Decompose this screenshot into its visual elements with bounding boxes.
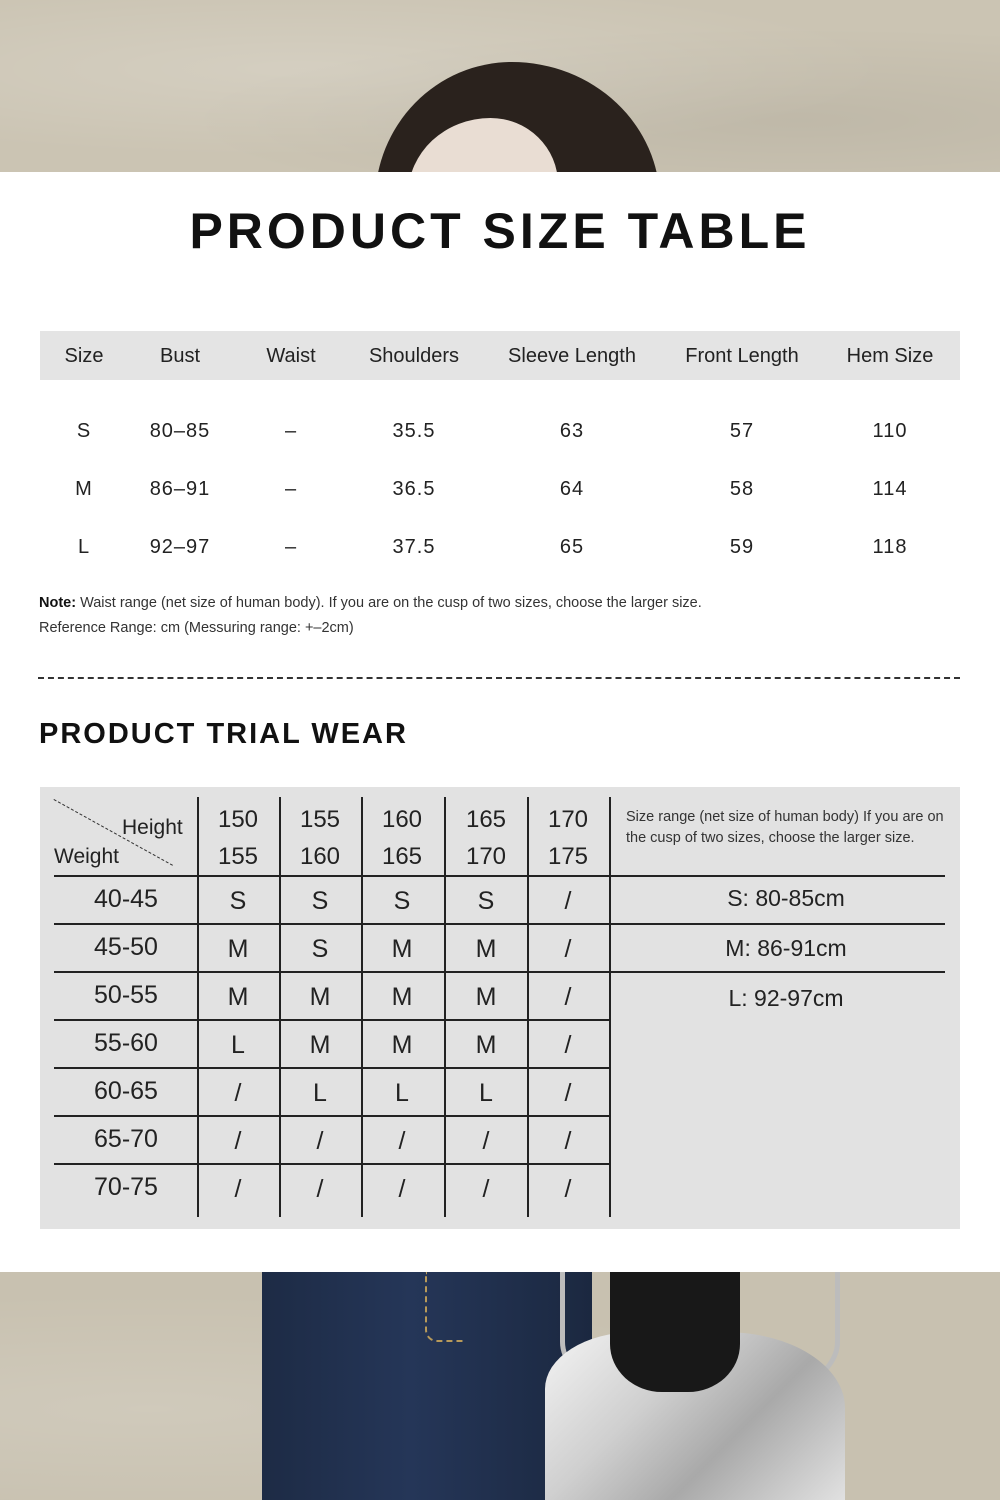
height-header (300, 801, 340, 875)
height-to: 175 (547, 843, 589, 870)
recommended-size: / (234, 1175, 242, 1203)
recommended-size: / (482, 1175, 490, 1203)
size-range-value: M: 86-91cm (725, 935, 847, 961)
recommended-size: L (313, 1079, 327, 1107)
size-table-cell: 86–91 (149, 478, 211, 500)
height-from: 150 (217, 806, 259, 833)
recommended-size: / (564, 935, 572, 963)
grid-vline (197, 797, 199, 1217)
recommended-size: M (475, 1031, 497, 1059)
section-divider (38, 677, 960, 679)
size-table-cell: 114 (872, 478, 908, 500)
trial-wear-title: PRODUCT TRIAL WEAR (39, 718, 408, 750)
size-note-text: Waist range (net size of human body). If you are on the cusp of two sizes, choose the larger size. (76, 595, 702, 611)
height-header (382, 801, 422, 875)
size-table-cell: 58 (729, 478, 755, 500)
recommended-size: L (231, 1031, 245, 1059)
size-range-value: L: 92-97cm (728, 985, 844, 1011)
weight-range: 65-70 (94, 1125, 158, 1153)
size-note (39, 595, 702, 611)
grid-hline (54, 875, 609, 877)
size-table-cell: 80–85 (149, 420, 211, 442)
recommended-size: L (395, 1079, 409, 1107)
size-table-cell: 63 (559, 420, 585, 442)
weight-range: 45-50 (94, 933, 158, 961)
size-table-cell: M (75, 478, 93, 500)
height-from: 165 (465, 806, 507, 833)
size-column-header: Sleeve Length (508, 345, 636, 367)
size-chart-card (0, 172, 1000, 1272)
height-to: 155 (217, 843, 259, 870)
recommended-size: S (229, 887, 247, 915)
range-note: Size range (net size of human body) If you are on the cusp of two sizes, choose the larger size. (626, 809, 944, 846)
recommended-size: M (309, 983, 331, 1011)
size-table-cell: 110 (872, 420, 908, 442)
size-table-cell: 36.5 (392, 478, 436, 500)
grid-hline (609, 971, 945, 973)
recommended-size: / (564, 1127, 572, 1155)
trial-wear-grid (40, 787, 960, 1229)
size-column-header: Shoulders (368, 345, 460, 367)
size-table-cell: – (284, 478, 298, 500)
weight-range: 70-75 (94, 1173, 158, 1201)
size-table-cell: 59 (729, 536, 755, 558)
recommended-size: / (564, 1079, 572, 1107)
recommended-size: / (564, 983, 572, 1011)
grid-hline (54, 1067, 609, 1069)
recommended-size: M (391, 1031, 413, 1059)
weight-range: 40-45 (94, 885, 158, 913)
size-table-cell: – (284, 420, 298, 442)
recommended-size: S (311, 935, 329, 963)
recommended-size: / (234, 1127, 242, 1155)
recommended-size: / (564, 1175, 572, 1203)
grid-vline (444, 797, 446, 1217)
model-photo-top (0, 0, 1000, 172)
recommended-size: M (475, 983, 497, 1011)
size-column-header: Bust (159, 345, 201, 367)
weight-range: 60-65 (94, 1077, 158, 1105)
recommended-size: / (234, 1079, 242, 1107)
recommended-size: M (227, 935, 249, 963)
size-table-header (40, 331, 960, 380)
height-from: 170 (547, 806, 589, 833)
grid-hline (609, 923, 945, 925)
height-header (466, 801, 506, 875)
recommended-size: / (482, 1127, 490, 1155)
grid-hline (609, 875, 945, 877)
size-table-cell: 92–97 (149, 536, 211, 558)
recommended-size: / (316, 1127, 324, 1155)
model-photo-bottom (0, 1272, 1000, 1500)
size-table-cell: 37.5 (392, 536, 436, 558)
size-table-row (40, 528, 960, 568)
weight-range: 50-55 (94, 981, 158, 1009)
recommended-size: M (309, 1031, 331, 1059)
weight-range: 55-60 (94, 1029, 158, 1057)
size-table-row (40, 412, 960, 452)
recommended-size: / (564, 1031, 572, 1059)
recommended-size: M (475, 935, 497, 963)
height-header (218, 801, 258, 875)
size-table-cell: 65 (559, 536, 585, 558)
grid-vline (527, 797, 529, 1217)
recommended-size: S (311, 887, 329, 915)
recommended-size: M (391, 983, 413, 1011)
height-from: 155 (299, 806, 341, 833)
size-note-label: Note: (39, 595, 77, 611)
size-table-cell: 57 (729, 420, 755, 442)
corner-weight-label: Weight (54, 845, 119, 868)
height-to: 160 (299, 843, 341, 870)
grid-vline (361, 797, 363, 1217)
recommended-size: / (316, 1175, 324, 1203)
height-to: 165 (381, 843, 423, 870)
recommended-size: / (398, 1127, 406, 1155)
size-table-cell: – (284, 536, 298, 558)
grid-vline (609, 797, 611, 1217)
recommended-size: S (393, 887, 411, 915)
size-table-row (40, 470, 960, 510)
size-column-header: Waist (266, 345, 316, 367)
grid-hline (54, 1019, 609, 1021)
size-table-cell: S (76, 420, 92, 442)
corner-height-label: Height (122, 816, 183, 839)
size-range-value: S: 80-85cm (727, 885, 845, 911)
bag-opening (610, 1272, 740, 1392)
height-from: 160 (381, 806, 423, 833)
recommended-size: / (398, 1175, 406, 1203)
size-table-cell: 35.5 (392, 420, 436, 442)
recommended-size: M (391, 935, 413, 963)
jeans-pocket-seam (425, 1272, 465, 1342)
recommended-size: S (477, 887, 495, 915)
size-table-title: PRODUCT SIZE TABLE (189, 203, 811, 259)
size-column-header: Hem Size (846, 345, 934, 367)
recommended-size: L (479, 1079, 493, 1107)
grid-hline (54, 1163, 609, 1165)
size-column-header: Size (64, 345, 104, 367)
size-table-cell: L (77, 536, 91, 558)
recommended-size: M (227, 983, 249, 1011)
grid-vline (279, 797, 281, 1217)
height-to: 170 (465, 843, 507, 870)
reference-range: Reference Range: cm (Messuring range: +–2cm) (39, 620, 354, 636)
height-header (548, 801, 588, 875)
grid-hline (54, 1115, 609, 1117)
size-table-cell: 64 (559, 478, 585, 500)
size-column-header: Front Length (685, 345, 799, 367)
recommended-size: / (564, 887, 572, 915)
grid-hline (54, 971, 609, 973)
size-table-cell: 118 (872, 536, 908, 558)
grid-hline (54, 923, 609, 925)
